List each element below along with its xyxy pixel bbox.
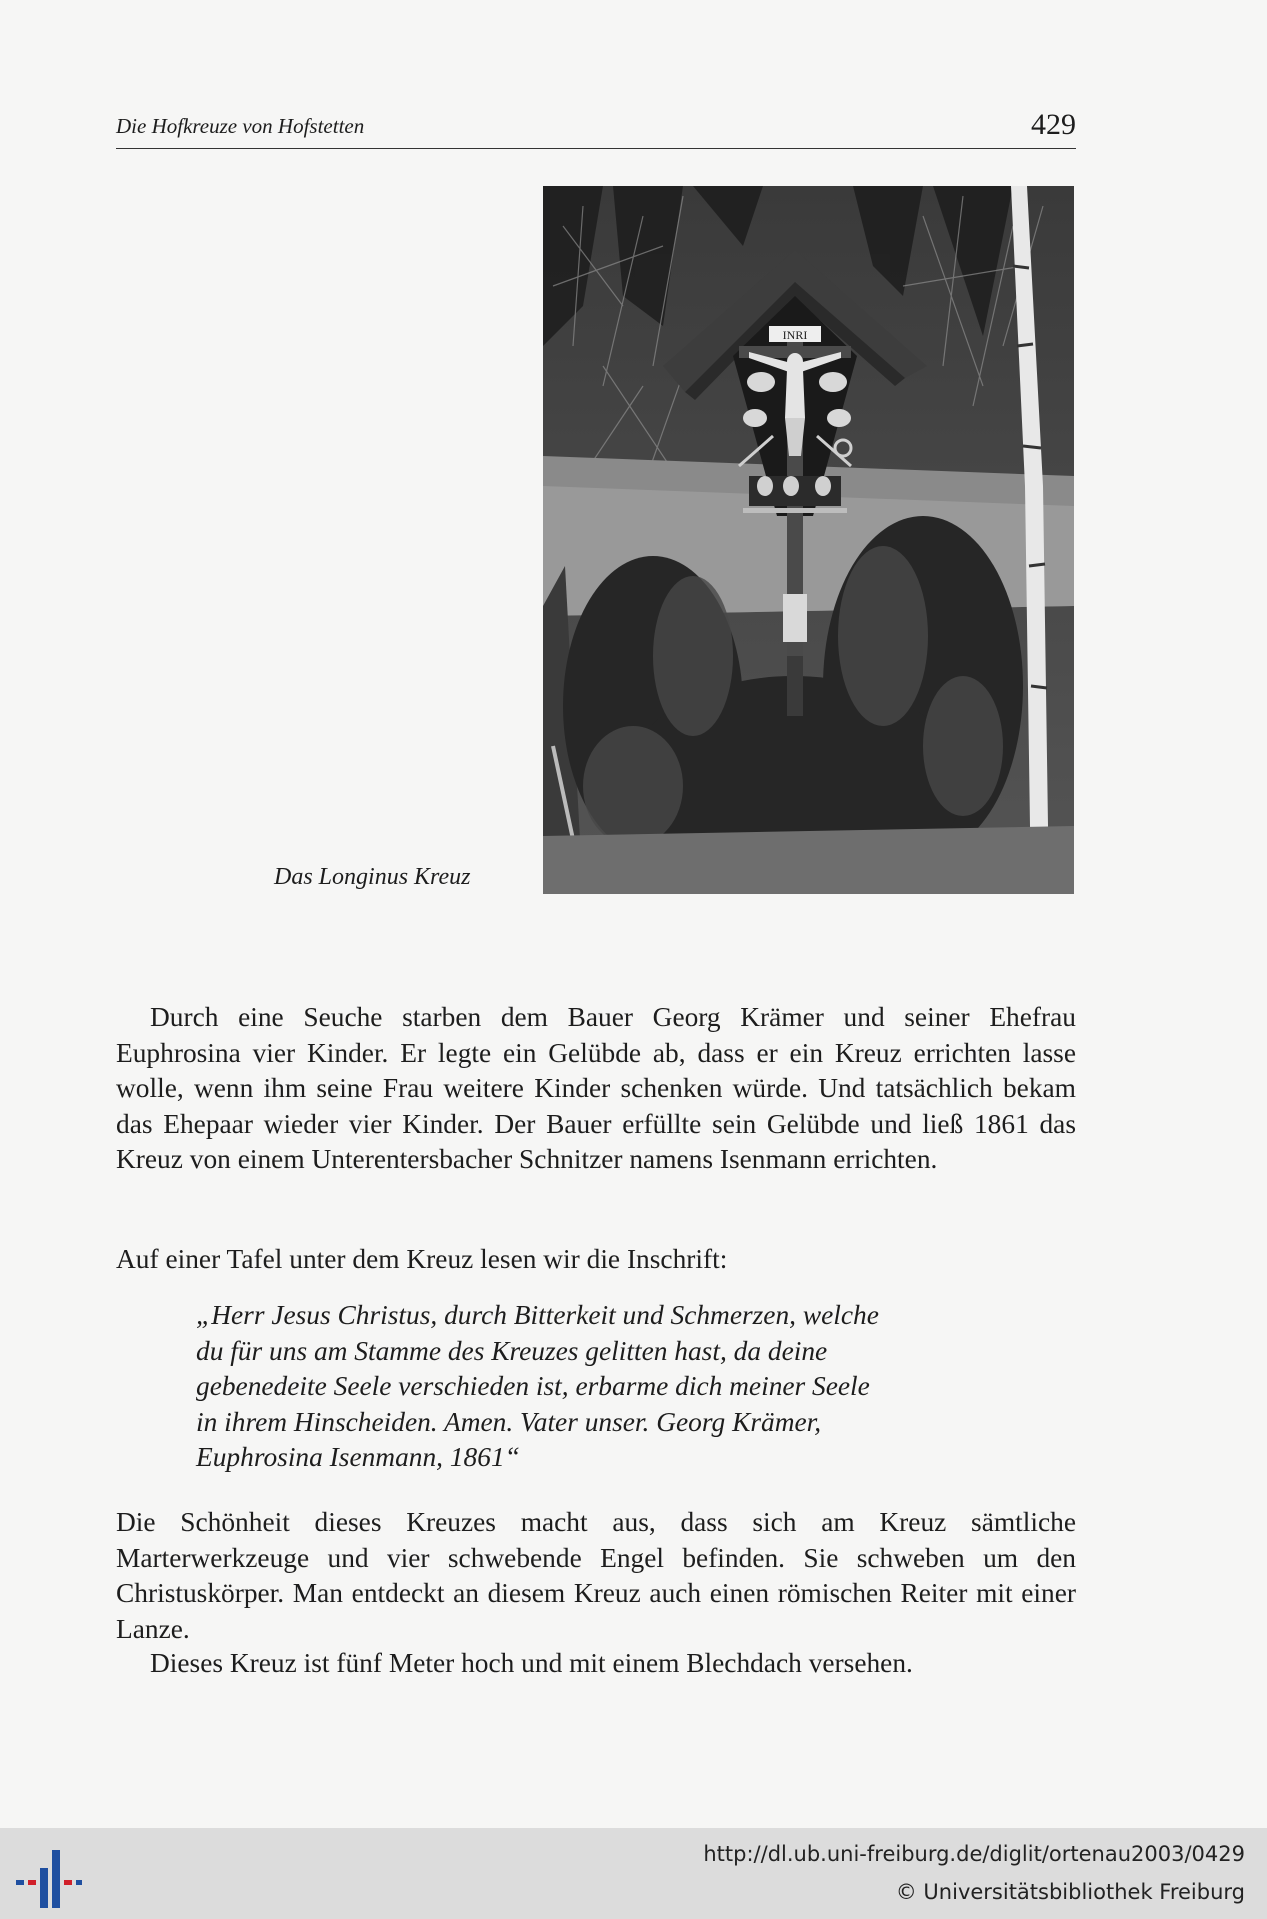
- paragraph-beauty: Die Schönheit dieses Kreuzes macht aus, dass sich am Kreuz sämtliche Marterwerkzeuge und vier schwebende Engel befinden. Sie schweben um den Christuskörper. Man entdeckt an diesem Kreuz auch einen römischen Reiter mit einer Lanze.: [116, 1507, 1076, 1644]
- figure-caption: Das Longinus Kreuz: [274, 864, 471, 890]
- photo-drawing: [543, 186, 1074, 894]
- wayside-cross-photo: [543, 186, 1074, 894]
- running-head: [116, 110, 1076, 149]
- running-title: Die Hofkreuze von Hofstetten: [116, 114, 365, 138]
- inscription-quote: „Herr Jesus Christus, durch Bitterkeit und Schmerzen, welche du für uns am Stamme des Kreuzes gelitten hast, da deine gebenedeite Seele verschieden ist, erbarme dich meiner Seele in ihrem Hinscheiden. Amen. Vater unser. Georg Krämer, Euphrosina Isenmann, 1861“: [196, 1300, 879, 1472]
- library-logo-icon: [14, 1846, 84, 1910]
- paragraph-origin: Durch eine Seuche starben dem Bauer Georg Krämer und seiner Ehefrau Euphrosina vier Kinder. Er legte ein Gelübde ab, dass er ein Kreuz errichten lasse wolle, wenn ihm seine Frau weitere Kinder schenken würde. Und tatsächlich bekam das Ehepaar wieder vier Kinder. Der Bauer erfüllte sein Gelübde und ließ 1861 das Kreuz von einem Unterentersbacher Schnitzer namens Isenmann errichten.: [116, 1002, 1076, 1174]
- permalink-url[interactable]: http://dl.ub.uni-freiburg.de/diglit/ortenau2003/0429: [703, 1842, 1245, 1866]
- copyright-notice: © Universitätsbibliothek Freiburg: [895, 1880, 1245, 1904]
- inri-sign: INRI: [782, 328, 808, 342]
- paragraph-inscription-intro: Auf einer Tafel unter dem Kreuz lesen wir die Inschrift:: [116, 1244, 728, 1274]
- page-number: 429: [1031, 108, 1076, 141]
- digitization-footer: [0, 1828, 1267, 1919]
- paragraph-height: Dieses Kreuz ist fünf Meter hoch und mit einem Blechdach versehen.: [150, 1648, 913, 1678]
